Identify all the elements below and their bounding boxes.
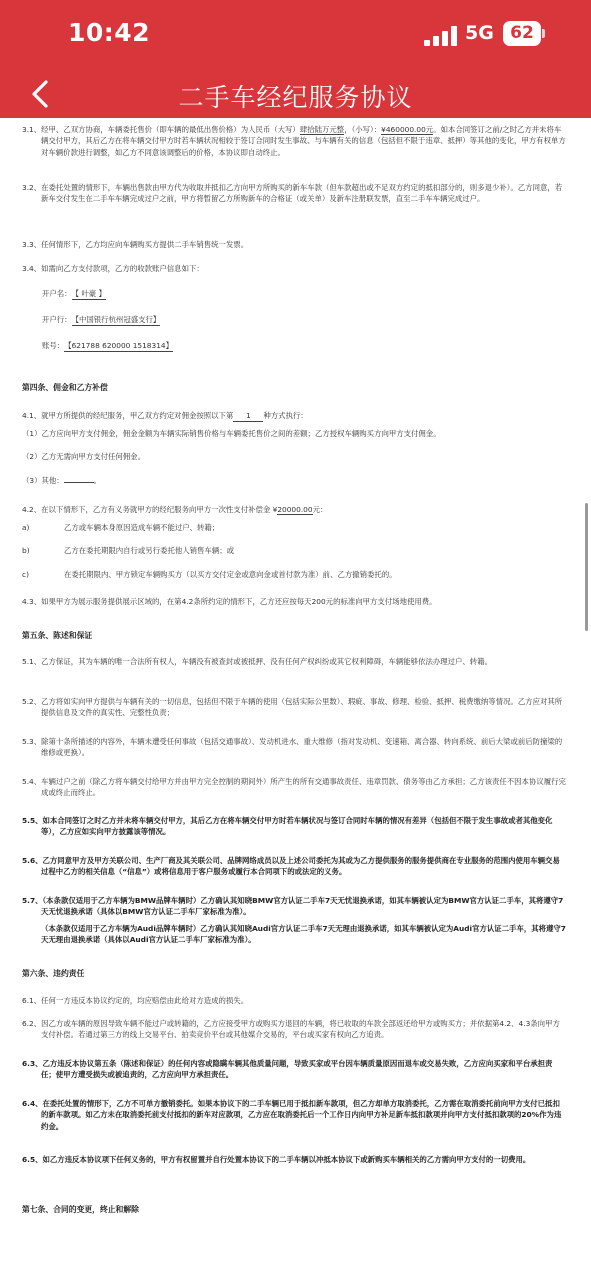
clause-4-3: 4.3、如果甲方为展示服务提供展示区域的，在第4.2条所约定的情形下，乙方还应按每天200元的标准向甲方支付场地使用费。 [22,597,437,606]
price-in-words: 肆拾陆万元整 [299,125,345,134]
clause-4-2: 4.2、在以下情形下，乙方有义务就甲方的经纪服务向甲方一次性支付补偿金 ¥20000.00元： [22,505,328,514]
account-name-line: 开户名：【 叶豪 】 [42,288,567,300]
battery-tip [542,29,545,38]
clause-5-7: 5.7、（本条款仅适用于乙方车辆为BMW品牌车辆时）乙方确认其知晓BMW官方认证二手车7天无忧退换承诺，如其车辆被认定为BMW官方认证二手车，其将遵守7天无忧退换承诺（具体以BMW官方认证二手车厂家标准为准）。 [22,896,564,917]
section-7-title: 第七条、合同的变更，终止和解除 [22,1205,139,1214]
clause-3-4: 3.4、如需向乙方支付款项，乙方的收款账户信息如下： [22,264,204,273]
clause-4-1: 4.1、就甲方所提供的经纪服务，甲乙双方约定对佣金按照以下第 1 种方式执行： [22,410,567,422]
clause-4-1-2: （2）乙方无需向甲方支付任何佣金。 [22,452,145,461]
clause-6-5: 6.5、如乙方违反本协议项下任何义务的，甲方有权留置并自行处置本协议下的二手车辆以冲抵本协议下或新购买车辆相关的乙方需向甲方支付的一切费用。 [22,1155,531,1164]
clause-4-2-a: a) 乙方或车辆本身原因造成车辆不能过户、转籍； [22,523,220,532]
clause-5-1: 5.1、乙方保证，其为车辆的唯一合法所有权人，车辆没有被查封或被抵押、没有任何产权纠纷或其它权利障碍，车辆能够依法办理过户、转籍。 [22,657,492,666]
bank-line: 开户行：【中国银行杭州冠盛支行】 [42,314,567,326]
account-number-line: 账号：【621788 620000 1518314】 [42,340,567,352]
status-time: 10:42 [68,18,151,47]
clause-5-6: 5.6、乙方同意甲方及甲方关联公司、生产厂商及其关联公司、品牌网络成员以及上述公司委托为其或为乙方提供服务的服务提供商在专业服务的范围内使用车辆交易过程中乙方的相关信息（“信息”）或将信息用于客户服务或履行本合同项下的或法定的义务。 [22,856,560,877]
commission-option: 1 [233,410,263,422]
clause-4-1-3: （3）其他： 。 [22,476,102,485]
account-number-value: 【621788 620000 1518314】 [64,340,173,352]
clause-5-3: 5.3、除第十条所描述的内容外，车辆未遭受任何事故（包括交通事故）、发动机进水、重大维修（指对发动机、变速箱、离合器、转向系统、前后大梁或前后防撞梁的维修或更换）。 [22,737,563,758]
network-type: 5G [465,22,494,44]
clause-5-2: 5.2、乙方将如实向甲方提供与车辆有关的一切信息，包括但不限于车辆的使用（包括实际公里数）、瑕疵、事故、修理、检验、抵押、税费缴纳等情况。乙方应对其所提供信息及文件的真实性、完整性负责； [22,697,563,718]
clause-4-1-1: （1）乙方应向甲方支付佣金，佣金金额为车辆实际销售价格与车辆委托售价之间的差额；乙方授权车辆购买方向甲方支付佣金。 [22,429,441,438]
other-blank [64,482,94,483]
clause-4-2-b: b) 乙方在委托期限内自行或另行委托他人销售车辆；或 [22,546,234,555]
signal-icon [424,26,458,46]
clause-5-5: 5.5、如本合同签订之时乙方并未将车辆交付甲方，其后乙方在将车辆交付甲方时若车辆状况与签订合同时车辆的情况有差异（包括但不限于发生事故或者其他变化等），乙方应如实向甲方披露该等情况。 [22,816,553,837]
clause-5-7-audi: （本条款仅适用于乙方车辆为Audi品牌车辆时）乙方确认其知晓Audi官方认证二手车7天无理由退换承诺，如其车辆被认定为Audi官方认证二手车，其将遵守7天无理由退换承诺（具体以Audi官方认证二手车厂家标准为准）。 [41,924,566,945]
clause-5-4: 5.4、车辆过户之前（除乙方将车辆交付给甲方并由甲方完全控制的期间外）所产生的所有交通事故责任、违章罚款、债务等由乙方承担；乙方该责任不因本协议履行完成或终止而终止。 [22,777,566,798]
scrollbar[interactable] [585,503,588,631]
section-4-title: 第四条、佣金和乙方补偿 [22,383,108,392]
clause-3-1: 3.1、经甲、乙双方协商，车辆委托售价（即车辆的最低出售价格）为人民币（大写）肆拾陆万元整，（小写）：¥460000.00元。如本合同签订之前/之时乙方并未将车辆交付甲方，其后乙方在将车辆交付甲方时若车辆状况相较于签订合同时发生事故、与车辆有关的信息（包括但不限于违章、抵押）等其他的变化，甲方有权单方对车辆价款进行调整，如乙方不同意该调整后的价格，本协议即自动终止。 [22,125,566,157]
clause-3-3: 3.3、任何情形下，乙方均应向车辆购买方提供二手车销售统一发票。 [22,240,249,249]
clause-6-2: 6.2、因乙方或车辆的原因导致车辆不能过户或转籍的，乙方应接受甲方或购买方退回的车辆，将已收取的车款全部返还给甲方或购买方；并依据第4.2、4.3条向甲方支付补偿。若通过第三方的线上交易平台、拍卖竞价平台或其他媒介交易的，平台或买家有权向乙方追责。 [22,1019,560,1040]
agreement-document [0,118,591,1280]
clause-6-3: 6.3、乙方违反本协议第五条（陈述和保证）的任何内容或隐瞒车辆其他质量问题，导致买家或平台因车辆质量原因而退车或交易失败，乙方应向买家和平台承担责任；使甲方遭受损失或被追责的，乙方应向甲方承担责任。 [22,1059,553,1080]
compensation-amount: 20000.00 [277,505,313,514]
top-bar [0,0,591,118]
clause-4-2-c: c) 在委托期限内、甲方锁定车辆购买方（以买方交付定金或意向金或首付款为准）前、乙方撤销委托的。 [22,570,397,579]
clause-6-4: 6.4、在委托处置的情形下，乙方不可单方撤销委托。如果本协议下的二手车辆已用于抵扣新车款项，但乙方却单方取消委托，乙方需在取消委托前向甲方支付已抵扣的新车款项。如乙方未在取消委托前支付抵扣的新车对应款项，乙方应在取消委托后一个工作日内向甲方补足新车抵扣款项并向甲方支付抵扣款项的20%作为违约金。 [22,1099,562,1131]
account-name-value: 【 叶豪 】 [72,288,106,300]
section-5-title: 第五条、陈述和保证 [22,631,93,640]
section-6-title: 第六条、违约责任 [22,969,85,978]
battery-icon: 62 [503,21,541,46]
bank-value: 【中国银行杭州冠盛支行】 [72,314,161,326]
price-in-figures: ¥460000.00元 [381,125,434,134]
clause-6-1: 6.1、任何一方违反本协议约定的，均应赔偿由此给对方造成的损失。 [22,996,249,1005]
clause-3-2: 3.2、在委托处置的情形下，车辆出售款由甲方代为收取并抵扣乙方向甲方所购买的新车车款（但车款超出或不足双方约定的抵扣部分的，则多退少补）。乙方同意，若新车交付发生在二手车车辆完成过户之前，甲方将暂留乙方所购新车的合格证（或关单）及新车注册联发票，直至二手车车辆完成过户。 [22,183,563,204]
page-title: 二手车经纪服务协议 [178,83,413,112]
